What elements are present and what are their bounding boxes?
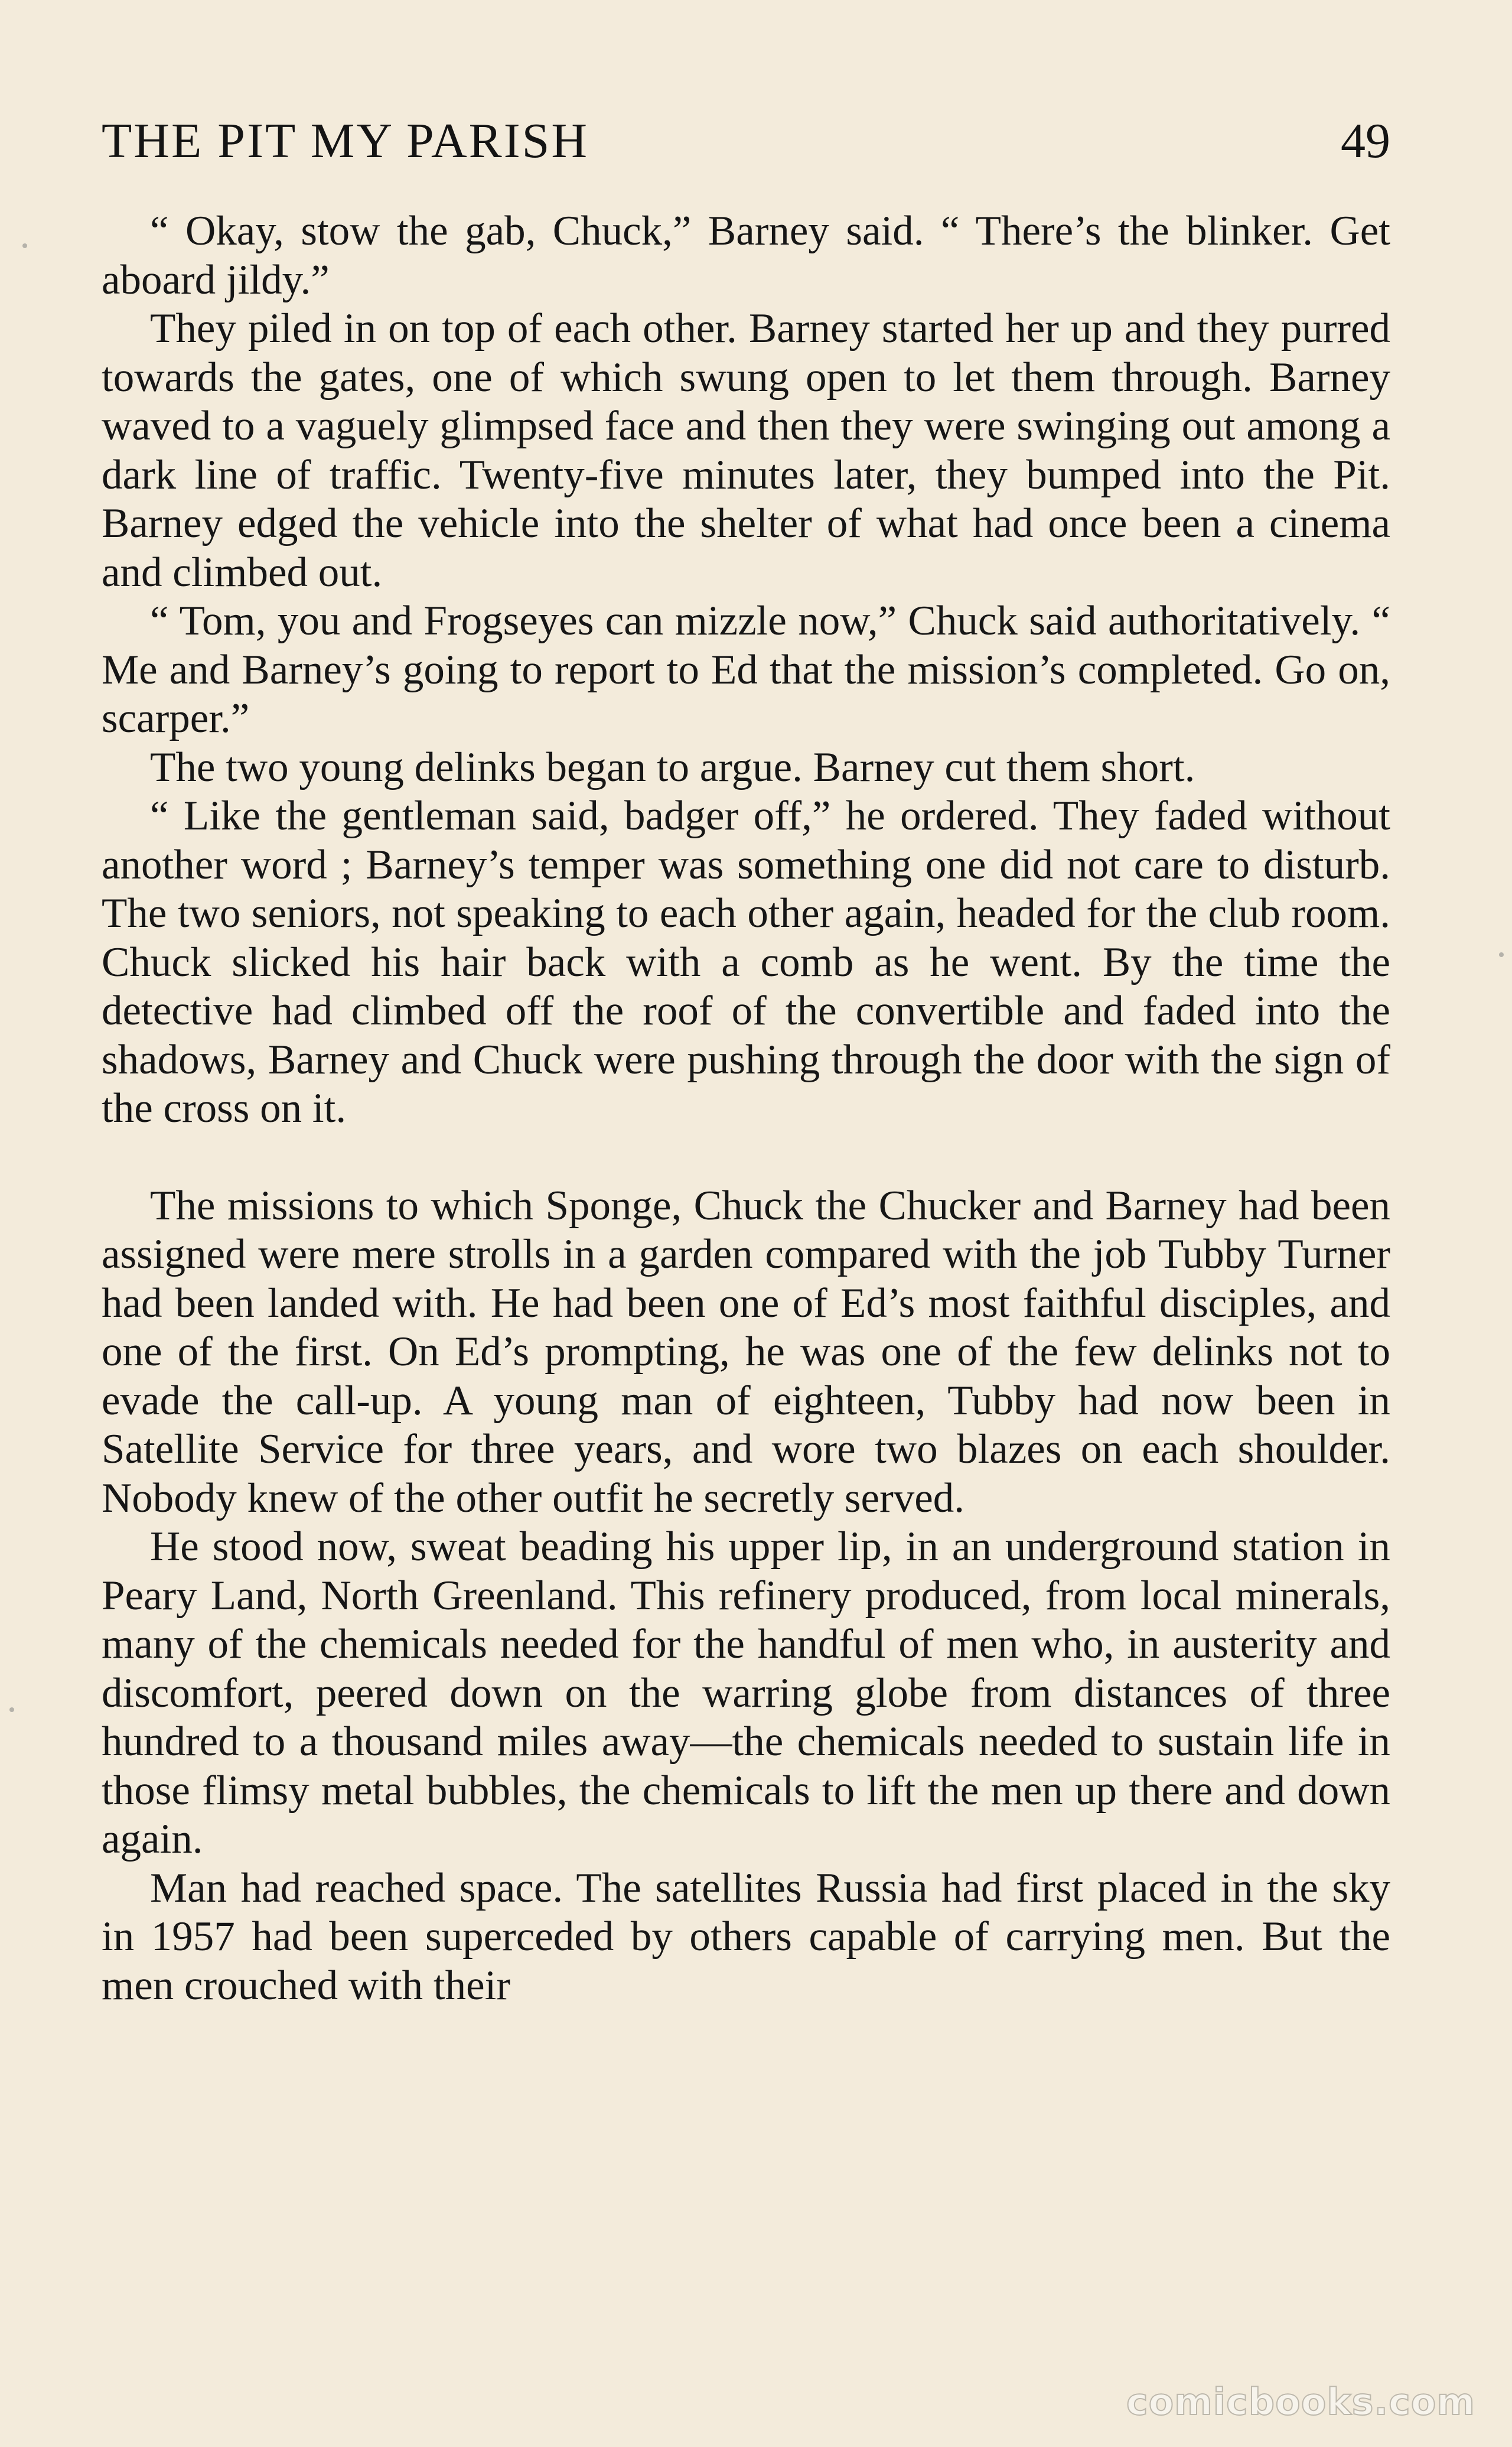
section-break <box>102 1133 1390 1182</box>
speck <box>22 243 27 248</box>
running-head: THE PIT MY PARISH <box>102 113 589 168</box>
paragraph: The two young delinks began to argue. Barney cut them short. <box>150 744 1195 790</box>
speck <box>9 1707 14 1712</box>
paragraph: “ Okay, stow the gab, Chuck,” Barney said. “ There’s the blinker. Get aboard jildy.” <box>102 208 1390 303</box>
watermark-logo: comicbooks.com <box>1126 2380 1475 2423</box>
page-number: 49 <box>1341 113 1390 168</box>
paragraph: He stood now, sweat beading his upper lip, in an underground station in Peary Land, North Greenland. This refinery produced, from local minerals, many of the chemicals needed for the handful of men who, in austerity and discomfort, peered down on the warring globe from distances of three hundred to a thousand miles away—the chemicals needed to sustain life in those flimsy metal bubbles, the chemicals to lift the men up there and down again. <box>102 1524 1390 1862</box>
paragraph: Man had reached space. The satellites Russia had first placed in the sky in 1957 had been superceded by others capable of carrying men. But the men crouched with their <box>102 1864 1390 2009</box>
paragraph: The missions to which Sponge, Chuck the Chucker and Barney had been assigned were mere strolls in a garden compared with the job Tubby Turner had been landed with. He had been one of Ed’s most faithful disciples, and one of the first. On Ed’s prompting, he was one of the few delinks not to evade the call-up. A young man of eighteen, Tubby had now been in Satellite Service for three years, and wore two blazes on each shoulder. Nobody knew of the other outfit he secretly served. <box>102 1182 1390 1521</box>
paragraph: They piled in on top of each other. Barney started her up and they purred towards the gates, one of which swung open to let them through. Barney waved to a vaguely glimpsed face and then they were swinging out among a dark line of traffic. Twenty-five minutes later, they bumped into the Pit. Barney edged the vehicle into the shelter of what had once been a cinema and climbed out. <box>102 305 1390 596</box>
speck <box>1499 952 1504 957</box>
page-body <box>102 207 1390 2010</box>
paragraph: “ Like the gentleman said, badger off,” he ordered. They faded without another word ; Barney’s temper was something one did not care to disturb. The two seniors, not speaking to each other again, headed for the club room. Chuck slicked his hair back with a comb as he went. By the time the detective had climbed off the roof of the convertible and faded into the shadows, Barney and Chuck were pushing through the door with the sign of the cross on it. <box>102 793 1390 1131</box>
paragraph: “ Tom, you and Frogseyes can mizzle now,” Chuck said authoritatively. “ Me and Barney’s going to report to Ed that the mission’s completed. Go on, scarper.” <box>102 598 1390 741</box>
page-header <box>102 112 1390 177</box>
